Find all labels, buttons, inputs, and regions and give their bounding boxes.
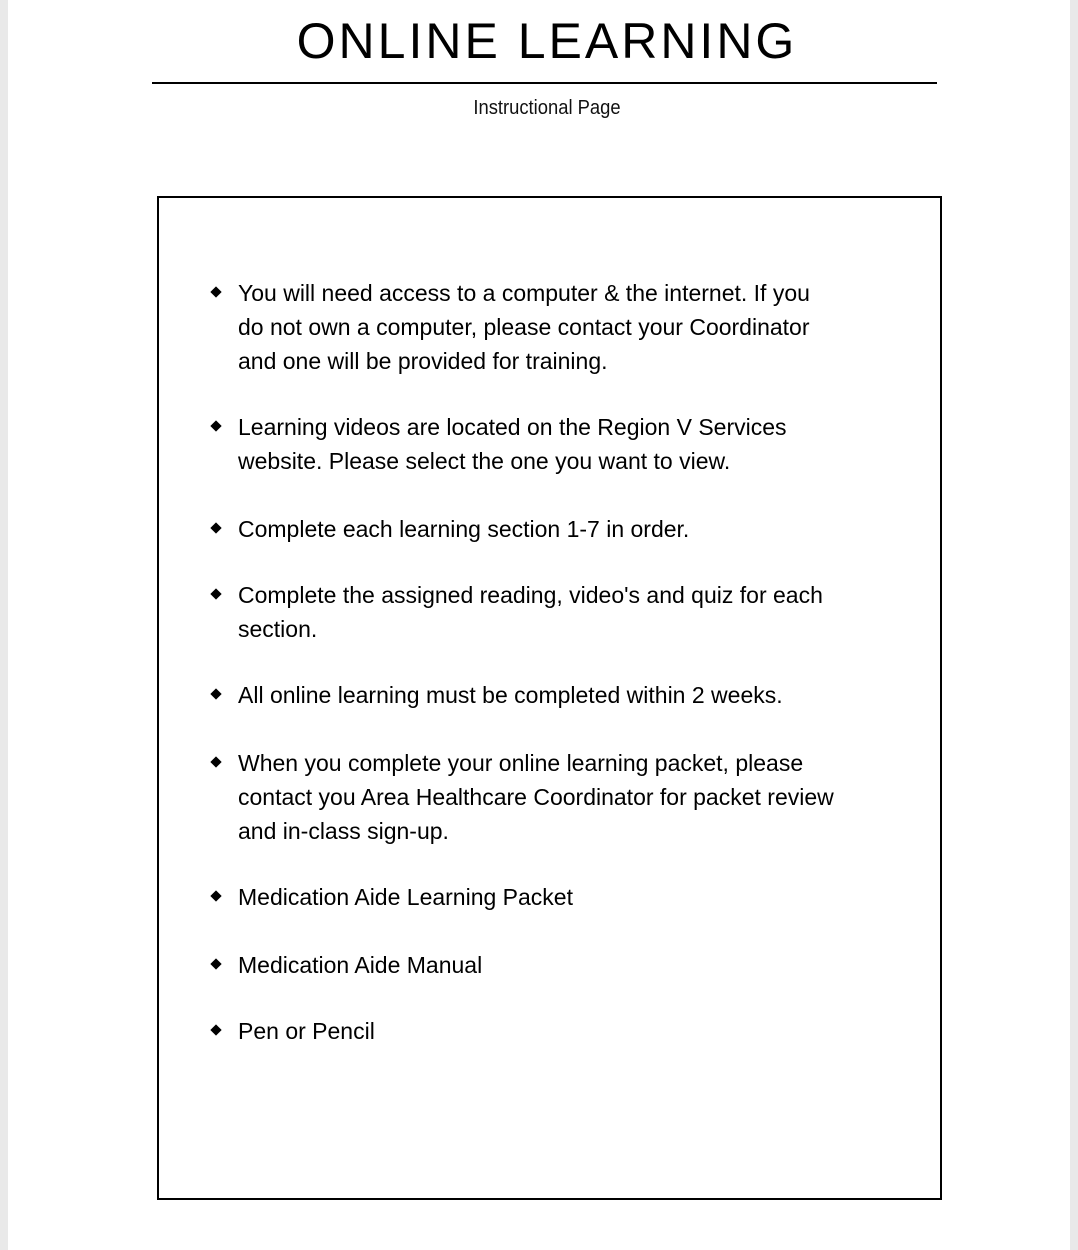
list-item-text: Pen or Pencil	[238, 1018, 375, 1044]
list-item	[211, 512, 911, 546]
title-divider	[152, 82, 937, 84]
list-item	[211, 746, 911, 848]
page-title: ONLINE LEARNING	[296, 13, 798, 69]
diamond-bullet-icon	[211, 589, 221, 599]
diamond-bullet-icon	[211, 891, 221, 901]
diamond-bullet-icon	[211, 287, 221, 297]
diamond-bullet-icon	[211, 689, 221, 699]
list-item-text: Medication Aide Learning Packet	[238, 884, 573, 910]
list-item-text: Learning videos are located on the Region V Services website. Please select the one you want to view.	[238, 414, 787, 474]
list-item	[211, 410, 911, 478]
list-item	[211, 880, 911, 914]
document-page	[8, 0, 1070, 1250]
list-item	[211, 1014, 911, 1048]
instructions-list	[159, 198, 940, 1198]
diamond-bullet-icon	[211, 959, 221, 969]
list-item	[211, 678, 911, 712]
list-item-text: You will need access to a computer & the internet. If you do not own a computer, please contact your Coordinator and one will be provided for training.	[238, 280, 810, 374]
diamond-bullet-icon	[211, 421, 221, 431]
list-item	[211, 276, 911, 378]
diamond-bullet-icon	[211, 757, 221, 767]
page-subtitle: Instructional Page	[473, 97, 621, 119]
list-item	[211, 578, 911, 646]
instructions-box	[157, 196, 942, 1200]
diamond-bullet-icon	[211, 1025, 221, 1035]
list-item	[211, 948, 911, 982]
list-item-text: Complete each learning section 1-7 in order.	[238, 516, 690, 542]
list-item-text: Medication Aide Manual	[238, 952, 483, 978]
list-item-text: When you complete your online learning packet, please contact you Area Healthcare Coordinator for packet review and in-class sign-up.	[238, 750, 834, 844]
list-item-text: All online learning must be completed within 2 weeks.	[238, 682, 783, 708]
diamond-bullet-icon	[211, 523, 221, 533]
list-item-text: Complete the assigned reading, video's and quiz for each section.	[238, 582, 823, 642]
